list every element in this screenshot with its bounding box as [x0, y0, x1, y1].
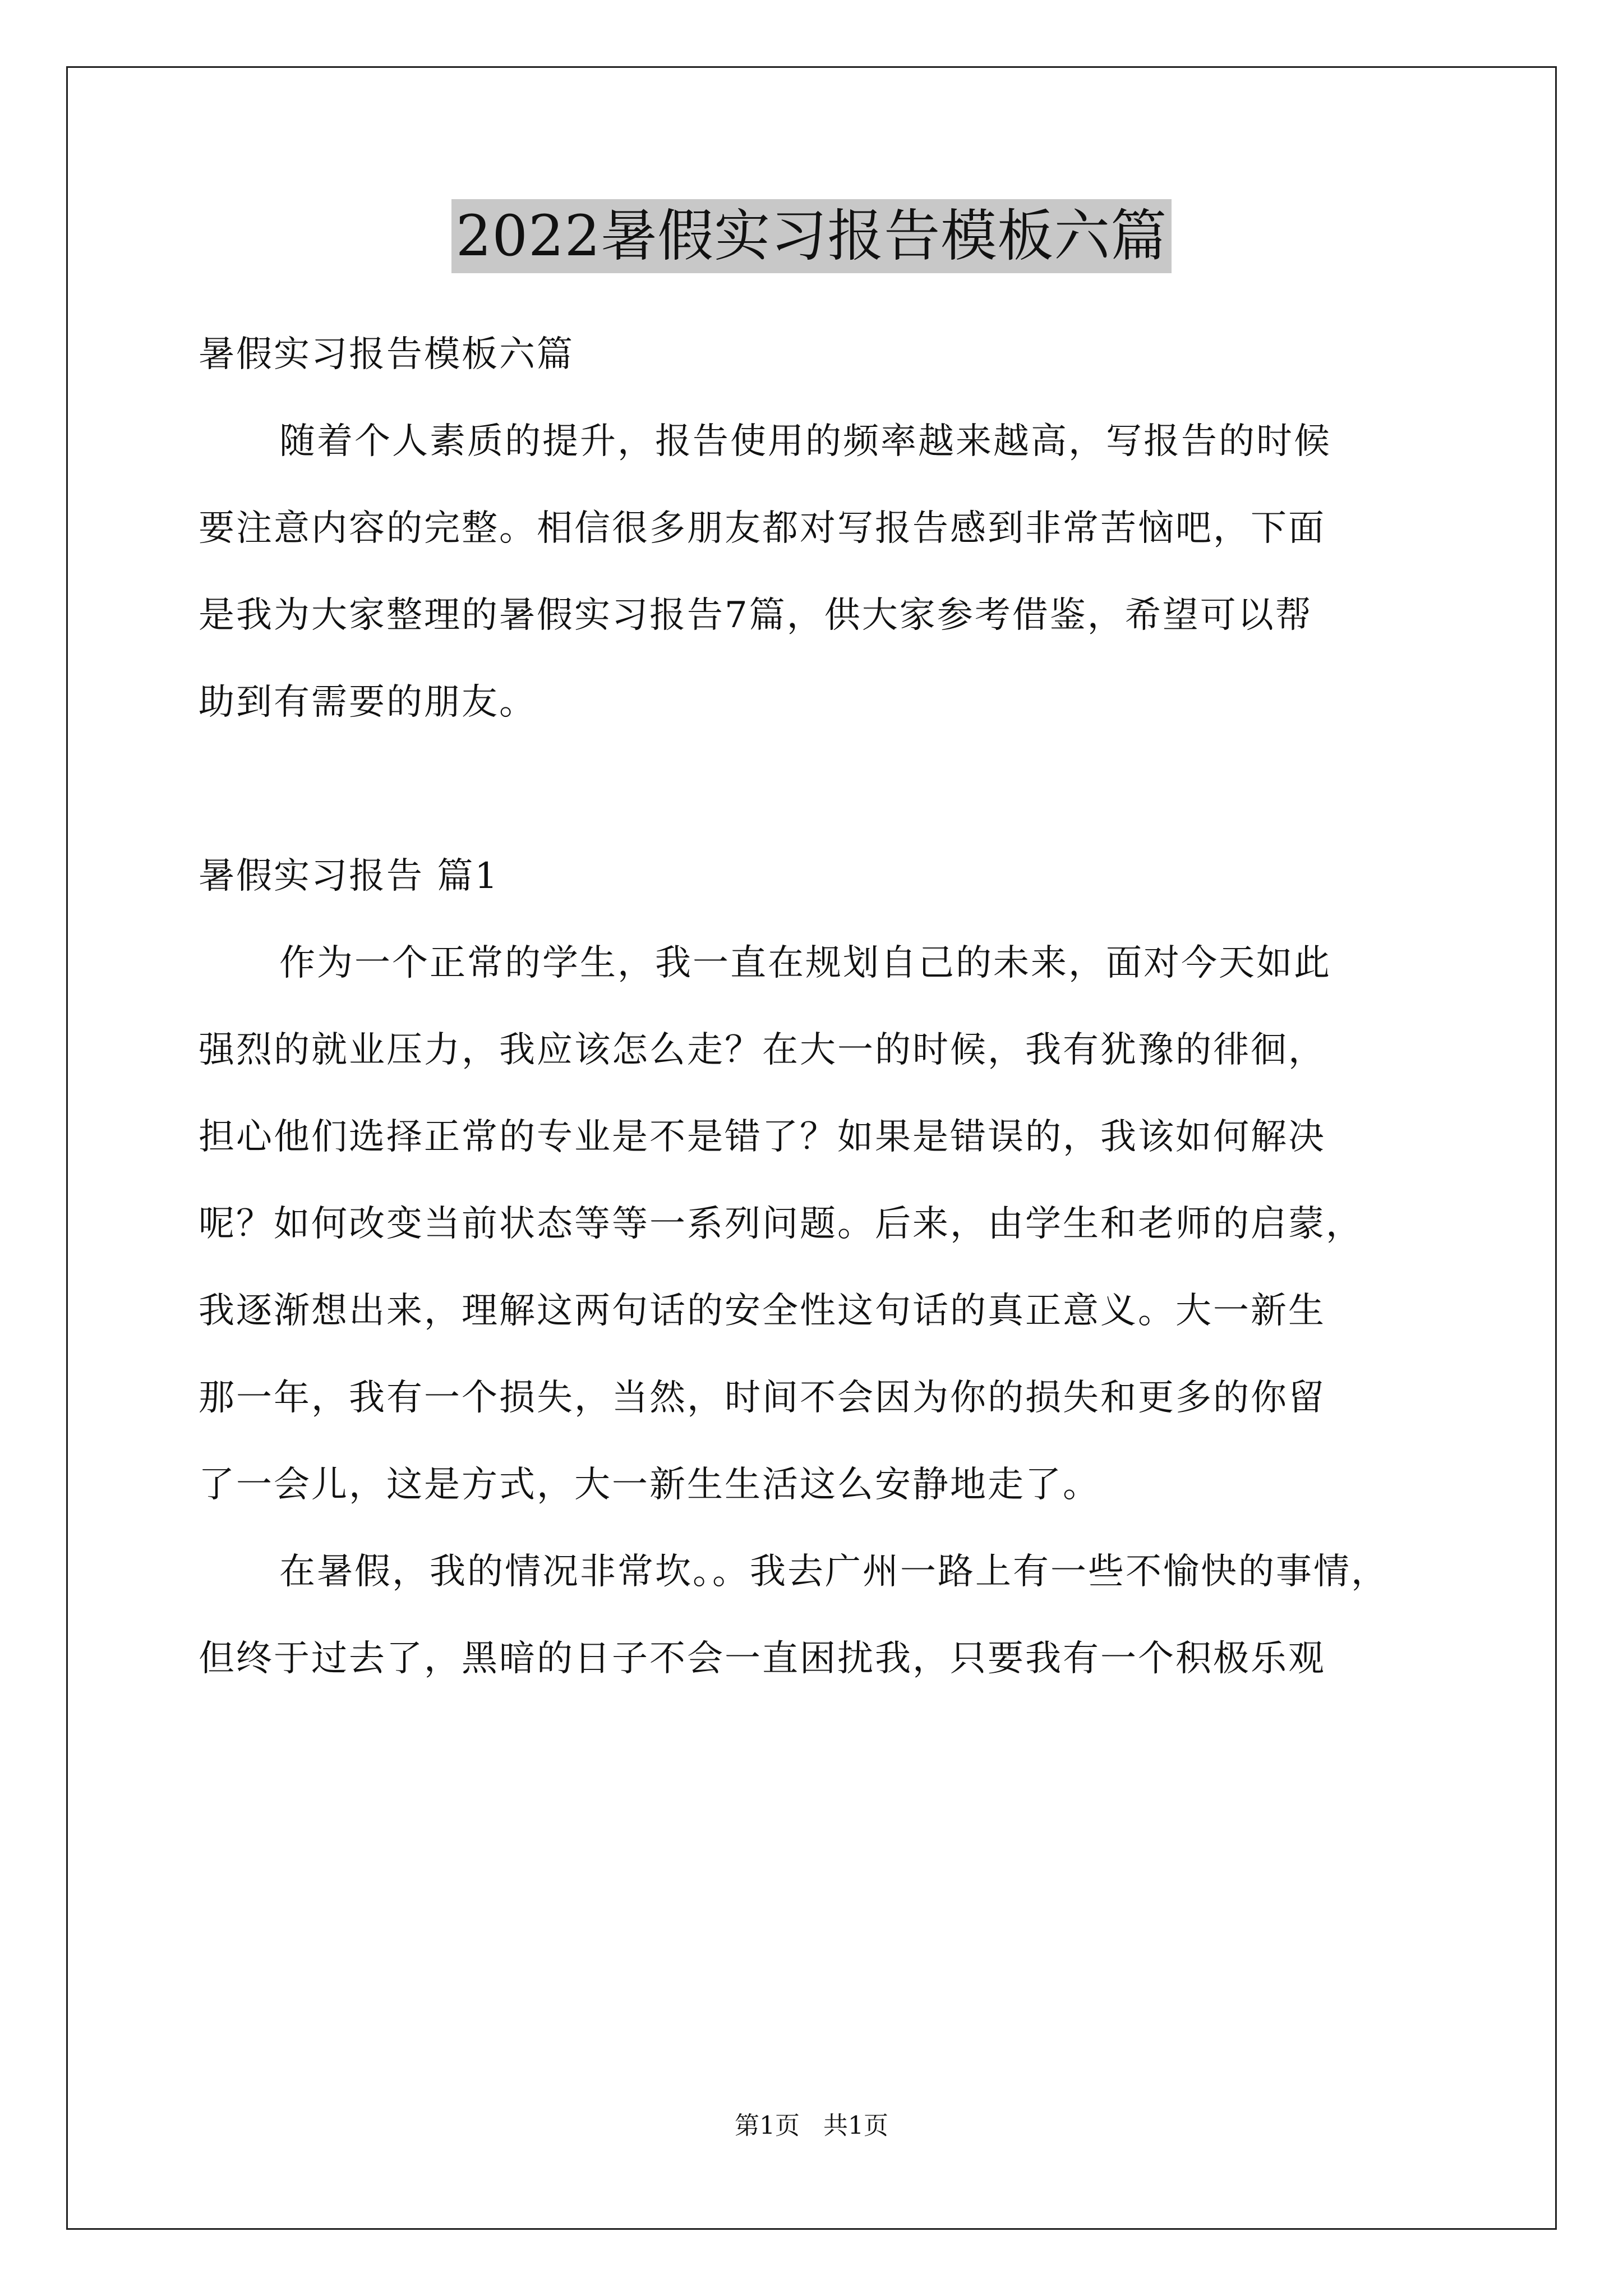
- title-container: [0, 199, 1623, 273]
- intro-line-2: 要注意内容的完整。相信很多朋友都对写报告感到非常苦恼吧，下面: [199, 508, 1326, 549]
- intro-line-4: 助到有需要的朋友。: [199, 682, 537, 723]
- section1-line-5: 我逐渐想出来，理解这两句话的安全性这句话的真正意义。大一新生: [199, 1290, 1326, 1332]
- intro-line-3: 是我为大家整理的暑假实习报告7篇，供大家参考借鉴，希望可以帮: [199, 595, 1313, 636]
- section1-para2-line-1: 在暑假，我的情况非常坎。。我去广州一路上有一些不愉快的事情，: [279, 1551, 1389, 1593]
- section1-para2-line-2: 但终于过去了，黑暗的日子不会一直困扰我，只要我有一个积极乐观: [199, 1638, 1326, 1680]
- page-number-total: 共1页: [823, 2111, 888, 2140]
- section1-line-6: 那一年，我有一个损失，当然，时间不会因为你的损失和更多的你留: [199, 1377, 1326, 1419]
- document-title: 2022暑假实习报告模板六篇: [451, 199, 1172, 273]
- document-subtitle: 暑假实习报告模板六篇: [199, 334, 574, 375]
- page-number-current: 第1页: [735, 2111, 800, 2140]
- section1-line-2: 强烈的就业压力，我应该怎么走？在大一的时候，我有犹豫的徘徊，: [199, 1029, 1326, 1071]
- document-body: [199, 311, 1432, 1703]
- section1-line-4: 呢？如何改变当前状态等等一系列问题。后来，由学生和老师的启蒙，: [199, 1203, 1363, 1245]
- intro-line-1: 随着个人素质的提升，报告使用的频率越来越高，写报告的时候: [279, 421, 1331, 462]
- page-footer: [0, 2109, 1623, 2143]
- paragraph-gap: [199, 746, 1432, 833]
- section1-line-3: 担心他们选择正常的专业是不是错了？如果是错误的，我该如何解决: [199, 1116, 1326, 1158]
- section1-line-7: 了一会儿，这是方式，大一新生生活这么安静地走了。: [199, 1464, 1100, 1506]
- section-heading: 暑假实习报告 篇1: [199, 855, 500, 897]
- section1-line-1: 作为一个正常的学生，我一直在规划自己的未来，面对今天如此: [279, 942, 1331, 984]
